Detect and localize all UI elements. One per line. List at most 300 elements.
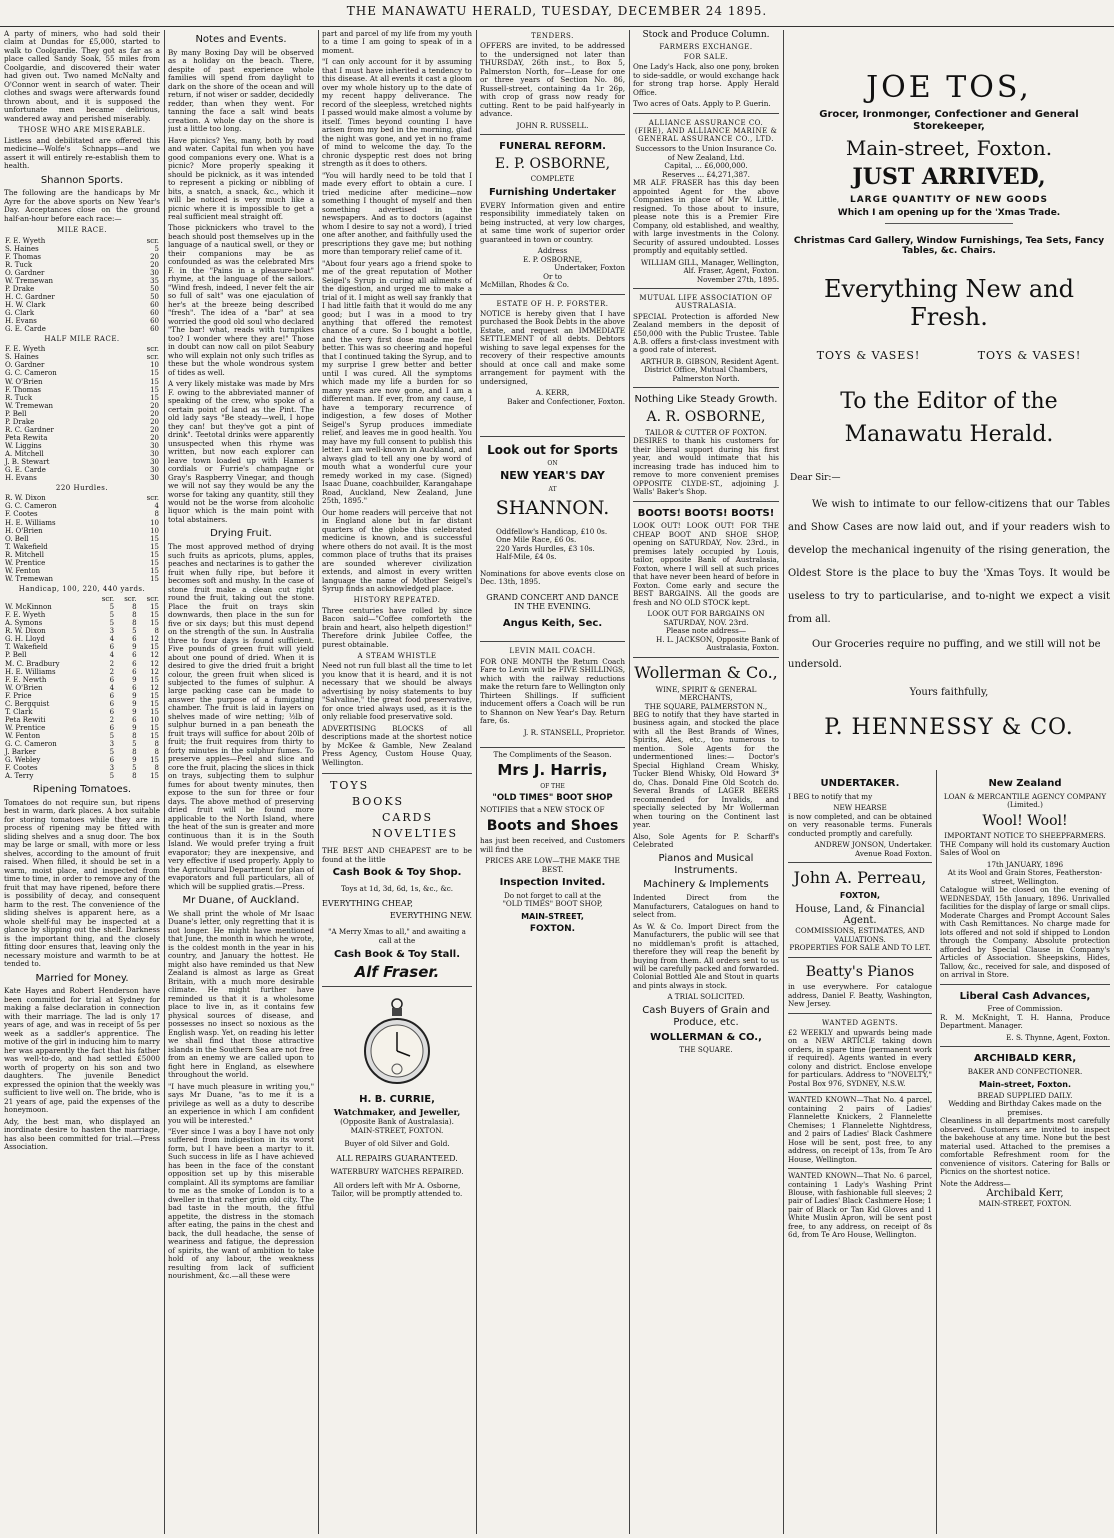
table-cell: 2 bbox=[109, 659, 115, 668]
table-cell: 15 bbox=[150, 772, 159, 781]
table-cell: 5 bbox=[132, 627, 137, 636]
ad-text: BREAD SUPPLIED DAILY. bbox=[977, 1090, 1073, 1100]
pocket-watch-icon bbox=[362, 996, 432, 1088]
table-cell: 10 bbox=[150, 518, 159, 527]
table-cell: 8 bbox=[132, 731, 137, 740]
table-row bbox=[4, 684, 160, 692]
table-row bbox=[4, 551, 160, 559]
column-rule bbox=[164, 30, 165, 1534]
table-cell: 8 bbox=[154, 739, 159, 748]
ad-text: Christmas Card Gallery, Window Furnishings, Tea Sets, Fancy Tables, &c. Chairs. bbox=[793, 235, 1105, 257]
heading-steady-growth: Nothing Like Steady Growth. bbox=[634, 394, 778, 406]
table-cell: 12 bbox=[150, 683, 159, 692]
table-cell: scr. bbox=[146, 494, 159, 503]
table-row bbox=[4, 627, 160, 635]
table-cell: R. Mitchell bbox=[5, 550, 44, 559]
ad-shop-name: Cash Book & Toy Shop. bbox=[332, 867, 462, 879]
table-cell: 5 bbox=[109, 603, 115, 612]
table-cell: 20 bbox=[150, 409, 159, 418]
article-paragraph: ADVERTISING BLOCKS of all descriptions made at the shortest notice by McKee & Gamble, New Zealand Press Agency, Custom House Quay, Wellington. bbox=[322, 723, 472, 767]
table-row bbox=[4, 692, 160, 700]
table-cell: 15 bbox=[150, 675, 159, 684]
table-header-cell: scr. bbox=[146, 595, 159, 604]
table-cell: 8 bbox=[132, 619, 137, 628]
table-cell: W. Liggins bbox=[5, 441, 42, 450]
table-cell: 20 bbox=[150, 260, 159, 269]
ad-text: Main-street, Foxton. bbox=[979, 1079, 1071, 1089]
table-row bbox=[4, 293, 160, 301]
table-cell: 6 bbox=[109, 756, 115, 765]
ad-text: E. P. OSBORNE, bbox=[522, 254, 583, 264]
table-cell: 60 bbox=[150, 300, 159, 309]
table-row bbox=[4, 708, 160, 716]
table-cell: 20 bbox=[150, 401, 159, 410]
table-cell: 15 bbox=[150, 369, 159, 378]
heading: WANTED AGENTS. bbox=[822, 1018, 898, 1027]
ad-text: MAIN-STREET, FOXTON. bbox=[350, 1125, 444, 1135]
table-row bbox=[4, 700, 160, 708]
subheading: HALF MILE RACE. bbox=[44, 335, 120, 344]
article-paragraph: Ady, the best man, who displayed an inordinate desire to hasten the marriage, has also been committed for trial.—Press Association. bbox=[4, 1116, 160, 1152]
ad-text: THE SQUARE, PALMERSTON N., bbox=[644, 701, 768, 711]
ad-text: WANTED KNOWN—That No. 6 parcel, containing 1 Lady's Washing Print Blouse, with fashionable full sleeves; 2 pair of Ladies' Black Cashmere Hose; 1 pair of Black or Tan Kid Gloves and 1 White Muslin Apron, will be sent post free, to any address, on receipt of 8s 6d, from Te Aro House, Wellington. bbox=[788, 1171, 932, 1240]
table-cell: P. Drake bbox=[5, 417, 35, 426]
column-rule bbox=[936, 770, 937, 1534]
table-cell: W. O'Brien bbox=[5, 377, 43, 386]
table-cell: F. E. Wyeth bbox=[5, 611, 46, 620]
table-cell: 6 bbox=[109, 699, 115, 708]
ad-text: NOTIFIES that a NEW STOCK OF bbox=[480, 805, 605, 815]
ad-text: ALL REPAIRS GUARANTEED. bbox=[336, 1153, 458, 1163]
column-rule bbox=[318, 30, 319, 1534]
ad-text: Cash Buyers of Grain and Produce, etc. bbox=[642, 1004, 770, 1028]
table-cell: H. C. Gardner bbox=[5, 292, 55, 301]
ad-text: in use everywhere. For catalogue address, Daniel F. Beatty, Washington, New Jersey. bbox=[788, 982, 932, 1009]
heading-drying-fruit: Drying Fruit. bbox=[210, 528, 272, 540]
ad-text: Wool! Wool! bbox=[982, 812, 1068, 829]
ad-text: Everything New and Fresh. bbox=[823, 274, 1075, 332]
table-cell: G. E. Carde bbox=[5, 466, 46, 475]
table-cell: 30 bbox=[150, 466, 159, 475]
table-row bbox=[4, 325, 160, 333]
table-cell: 5 bbox=[109, 748, 115, 757]
heading-look-out-sports: Look out for Sports bbox=[487, 443, 618, 458]
table-cell: 15 bbox=[150, 574, 159, 583]
heading: HISTORY REPEATED. bbox=[353, 596, 441, 605]
table-cell: W. McKinnon bbox=[5, 603, 52, 612]
ad-name: Wollerman & Co., bbox=[634, 662, 778, 682]
heading: ESTATE OF H. P. FORSTER. bbox=[496, 299, 609, 308]
table-cell: 20 bbox=[150, 417, 159, 426]
ad-text: "A Merry Xmas to all," and awaiting a call at the bbox=[328, 927, 466, 945]
table-cell: G. E. Carde bbox=[5, 325, 46, 334]
signature: JOHN R. RUSSELL. bbox=[516, 120, 589, 130]
table-cell: 15 bbox=[150, 534, 159, 543]
ad-toy-shop bbox=[322, 773, 472, 981]
article-paragraph: Have picnics? Yes, many, both by road and water. Capital fun when you have good companions every one. What is a picnic? More properly speaking it should be picknick, as it was intended to represent a picking or nibbling of bits, a snatch, a snack, &c., which it will be noticed is very much like a picnic where it is impossible to get a real sufficient meal straight off. bbox=[168, 135, 314, 221]
event-list bbox=[496, 528, 625, 562]
heading: TENDERS. bbox=[531, 32, 574, 40]
table-cell: 15 bbox=[150, 756, 159, 765]
ad-text: Angus Keith, Sec. bbox=[502, 617, 603, 629]
table-cell: 2 bbox=[109, 715, 115, 724]
list-item: 220 Yards Hurdles, £3 10s. bbox=[496, 543, 595, 553]
table-row bbox=[4, 277, 160, 285]
table-cell: 4 bbox=[109, 651, 115, 660]
table-row bbox=[4, 724, 160, 732]
ad-text: MAIN-STREET, bbox=[521, 911, 584, 921]
ad-text: is now completed, and can be obtained on very reasonable terms. Funerals conducted promptly and carefully. bbox=[788, 811, 932, 838]
table-cell: 35 bbox=[150, 276, 159, 285]
ad-text: AT bbox=[548, 486, 557, 494]
ad-line: BOOKS bbox=[352, 795, 405, 809]
column-3 bbox=[322, 30, 472, 1534]
table-cell: 60 bbox=[150, 325, 159, 334]
table-cell: F. Cootes bbox=[5, 510, 38, 519]
table-cell: 9 bbox=[132, 699, 137, 708]
table-cell: H. O'Brien bbox=[5, 526, 43, 535]
table-cell: R. C. Gardner bbox=[5, 425, 54, 434]
table-cell: 5 bbox=[109, 611, 115, 620]
ad-text: Archibald Kerr, bbox=[986, 1188, 1064, 1200]
table-cell: H. Evans bbox=[5, 316, 37, 325]
table-row bbox=[4, 668, 160, 676]
table-header-cell: scr. bbox=[124, 595, 137, 604]
ad-text: Note the Address— bbox=[940, 1178, 1011, 1188]
table-row bbox=[4, 245, 160, 253]
ad-letter-body: Our Groceries require no puffing, and we still will not be undersold. bbox=[788, 639, 1101, 671]
article-paragraph: part and parcel of my life from my youth to a time I am going to speak of in a moment. bbox=[322, 30, 472, 55]
table-cell: R. Tuck bbox=[5, 260, 33, 269]
table-cell: 5 bbox=[109, 731, 115, 740]
ad-text: Main-street, Foxton. bbox=[845, 135, 1053, 160]
article-paragraph: The most approved method of drying such fruits as apricots, plums, apples, peaches and nectarines is to gather the fruit when fully ripe, but before it becomes soft and mushy. In the case of stone fruit make a clean cut right round the fruit, taking out the stone. Place the fruit on trays skin downwards, then place in the sun for five or six days; but this must depend on the strength of the sun. In Australia three to four days is found sufficient. Five pounds of green fruit will yield about one pound of dried. When it is desired to give the dried fruit a bright colour, the green fruit when sliced is subjected to the fumes of sulphur. A large packing case can be made to answer the purpose of a fumigating chamber. The fruit is laid in layers on shelves made of wire netting; ½lb of sulphur burned in a pan beneath the fruit trays will suffice for about 20lb of fruit; the fruit requires from thirty to forty minutes in the sulphur fumes. To preserve apples—Peel and slice and core the fruit, placing the slices in thick on trays, subjecting them to sulphur fumes for about twenty minutes, then expose to the sun for three or four days. The above method of preserving dried fruit will be found more applicable to the North Island, where the heat of the sun is greater and more continuous than it is in the South Island. We would prefer trying a fruit evaporator; they are inexpensive, and very effective if used properly. Apply to the Agricultural Department for plan of evaporators and full particulars, all of which will be supplied gratis.—Press. bbox=[168, 542, 314, 891]
ad-text: NEW HEARSE bbox=[833, 803, 887, 813]
subheading: MILE RACE. bbox=[57, 226, 107, 235]
table-cell: O. Gardner bbox=[5, 268, 45, 277]
table-cell: 10 bbox=[150, 715, 159, 724]
ad-text: (Opposite Bank of Australasia). bbox=[340, 1117, 454, 1127]
signature: A. KERR, bbox=[535, 388, 570, 398]
heading: A STEAM WHISTLE bbox=[357, 652, 437, 661]
ad-text: "OLD TIMES" BOOT SHOP, bbox=[502, 899, 603, 909]
ad-text: Pianos and Musical Instruments. bbox=[658, 852, 754, 876]
table-row bbox=[4, 716, 160, 724]
table-row bbox=[4, 643, 160, 651]
table-cell: 50 bbox=[150, 292, 159, 301]
ad-text: All orders left with Mr A. Osborne, Tailor, will be promptly attended to. bbox=[331, 1180, 463, 1199]
article-paragraph: A very likely mistake was made by Mrs F. owing to the abbreviated manner of speaking of the crew, who spoke of a certain point of land as the Pint. The old lady says "Be steady—well, I hope they can! but they've got a pint of drink". Teetotal drinks were apparently unsuspected when this rhyme was written, but now each explorer can leave town loaded up with Hamer's cordials or Furrie's champagne or Gray's Raspberry Vinegar, and though we will not say they would be any the worse for taking any quantity, still they would not be the worse from alcoholic liquor which is the main point with total abstainers. bbox=[168, 379, 314, 524]
article-paragraph: Three centuries have rolled by since Bacon said—"Coffee comforteth the brain and heart, also helpeth digestion!" Therefore drink Jubilee Coffee, the purest obtainable. bbox=[322, 605, 472, 649]
table-cell: 12 bbox=[150, 651, 159, 660]
table-cell: W. Fenton bbox=[5, 566, 41, 575]
signature: H. L. JACKSON, Opposite Bank of Australasia, Foxton. bbox=[656, 634, 779, 653]
ad-name: H. B. CURRIE, bbox=[359, 1093, 435, 1105]
table-cell: G. C. Cameron bbox=[5, 369, 57, 378]
column-1 bbox=[4, 30, 160, 1534]
heading-new-zealand: New Zealand bbox=[988, 778, 1062, 789]
ad-text: WANTED KNOWN—That No. 4 parcel, containing 2 pairs of Ladies' Flannelette Knickers, 2 Flannelette Chemises; 1 Flannelette Nightdress, and 2 pairs of Ladies' Black Cashmere Hose will be sent, post free, to any address, on receipt of 13s, from Te Aro House, Wellington. bbox=[788, 1095, 932, 1164]
ad-text: District Office, Mutual Chambers, Palmerston North. bbox=[644, 365, 768, 383]
article-paragraph: "You will hardly need to be told that I made every effort to obtain a cure. I tried medicine after medicine—now something I thought of myself and then something advertised in the newspapers. And as to doctors (against whom I desire to say not a word), I tried one after another, and faithfully used the prescriptions they gave me; but nothing more than temporary relief came of it. bbox=[322, 170, 472, 257]
table-cell: F. E. Newth bbox=[5, 675, 47, 684]
heading: FOR SALE. bbox=[683, 52, 729, 61]
table-cell: A. Terry bbox=[5, 772, 34, 781]
table-cell: 6 bbox=[132, 635, 137, 644]
table-cell: 8 bbox=[132, 772, 137, 781]
table-row bbox=[4, 635, 160, 643]
table-row bbox=[4, 764, 160, 772]
ad-text: TOYS & VASES! bbox=[977, 348, 1082, 362]
table-cell: 15 bbox=[150, 619, 159, 628]
ad-watchmaker bbox=[322, 986, 472, 1199]
ad-text: SHANNON. bbox=[495, 497, 610, 520]
ad-text: DESIRES to thank his customers for their liberal support during his first year, and would intimate that his increasing trade has induced him to remove to more convenient premises OPPOSITE CLYDE-ST., adjoining J. Walls' Baker's Shop. bbox=[633, 436, 779, 497]
subheading: 220 Hurdles. bbox=[55, 484, 109, 493]
column-7 bbox=[940, 775, 1110, 1534]
table-cell: 6 bbox=[132, 659, 137, 668]
heading-stock-produce: Stock and Produce Column. bbox=[642, 30, 770, 40]
table-cell: 15 bbox=[150, 707, 159, 716]
ad-text: LOOK OUT FOR BARGAINS ON SATURDAY, NOV. 23rd. bbox=[647, 609, 765, 627]
ad-text: Reserves ... £4,271,387. bbox=[662, 169, 750, 179]
ad-text: Yours faithfully, bbox=[909, 687, 989, 699]
handicap-table-half bbox=[4, 345, 160, 482]
ad-text: TAILOR & CUTTER OF FOXTON. bbox=[645, 427, 767, 437]
ad-text: OFFERS are invited, to be addressed to the undersigned not later than THURSDAY, 26th inst., to Box 5, Palmerston North, for—Lease for one or three years of Section No. 86, Russell-street, containing 4a 1r 26p, with crop of grass now ready for cutting. Rent to be paid half-yearly in advance. bbox=[480, 41, 625, 119]
article-paragraph: Our home readers will perceive that not in England alone but in far distant quarters of the globe this celebrated medicine is known, and is successful where others do not avail. It is the most common place of truths that its praises are sounded wherever civilization extends, and almost in every written language the name of Mother Seigel's Syrup finds an acknowledged place. bbox=[322, 507, 472, 593]
ad-text: NOTICE is hereby given that I have purchased the Book Debts in the above Estate, and request an IMMEDIATE SETTLEMENT of all debts. Debtors wishing to save legal expenses for the recovery of their respective amounts should at once call and make some arrangement for payment with the undersigned, bbox=[480, 308, 625, 386]
ad-text: Which I am opening up for the 'Xmas Trade. bbox=[837, 208, 1061, 219]
table-row bbox=[4, 474, 160, 482]
table-cell: O. Bell bbox=[5, 534, 29, 543]
ad-text: Capital, ... £6,000,000. bbox=[664, 161, 748, 171]
ad-text: As W. & Co. Import Direct from the Manufacturers, the public will see that no middleman's profit is attached, therefore they will reap the benefit by buying from them. All orders sent to us will be carefully packed and forwarded. Colonial Bottled Ale and Stout in quarts and pints always in stock. bbox=[633, 921, 779, 990]
table-cell: R. W. Dixon bbox=[5, 627, 46, 636]
table-cell: G. Webley bbox=[5, 756, 41, 765]
ad-text: Address bbox=[537, 246, 568, 256]
ad-text: Grocer, Ironmonger, Confectioner and General Storekeeper, bbox=[819, 109, 1079, 133]
ad-line: NOVELTIES bbox=[372, 827, 459, 841]
table-row bbox=[4, 402, 160, 410]
table-row bbox=[4, 575, 160, 583]
ad-text: November 27th, 1895. bbox=[696, 274, 779, 284]
table-row bbox=[4, 237, 160, 245]
ad-text: Catalogue will be closed on the evening of WEDNESDAY, 15th January, 1896. Unrivalled facilities for the display of large or small clips. Moderate Charges and Prompt Account Sales with Cash Remittances. No charge made for lots offered and not sold if shipped to London through the Company. Absolute protection afforded by Special Clause in Company's Articles of Association. Sheepskins, Hides, Tallow, &c., received for sale, and disposed of on arrival in Store. bbox=[940, 885, 1110, 980]
table-cell: 6 bbox=[109, 723, 115, 732]
ad-text: Cleanliness in all departments most carefully observed. Customers are invited to inspect the bakehouse at any time. None but the best material used. Attached to the premises a comfortable Refreshment room for the convenience of visitors. Catering for Balls or Picnics on the shortest notice. bbox=[940, 1116, 1110, 1177]
table-cell: 15 bbox=[150, 699, 159, 708]
heading: THOSE WHO ARE MISERABLE. bbox=[18, 126, 146, 135]
ad-text: Also, Sole Agents for P. Scharff's Celebrated bbox=[633, 831, 779, 850]
article-paragraph: Those picknickers who travel to the beach should post themselves up in the language of a nautical swell, or they or their companions may be as confounded as was the celebrated Mrs F. in the "Pains in a pleasure-boat" rhyme, at the language of the sailors. "Wind fresh, indeed, I never felt the air so full of salt" was one ejaculation of her's at the breeze being described "fresh". The idea of a "bar" at sea worried the good old soul who declared "The bar! what, reads with turnpikes too? I wonder where they are!" Those in doubt can now call on pilot Seabury who will explain not only such trifles as these but the whole wondrous system of tides as well. bbox=[168, 223, 314, 377]
table-cell: Peta Rewita bbox=[5, 433, 48, 442]
table-cell: W. Tremewan bbox=[5, 401, 54, 410]
ad-text: has just been received, and Customers will find the bbox=[480, 836, 625, 854]
ad-text: BEG to notify that they have started in business again, and stocked the place with all the Best Brands of Wines, Spirits, Ales, etc., too numerous to mention. Sole Agents for the undermentioned lines:— Doctor's Special Highland Cream Whisky, Tucker Blend Whisky, Old Howard 3* do, Chas. Donald Fine Old Scotch do. Several Brands of LAGER BEERS recommended for Invalids, and specially selected by Mr Wollerman when touring on the Continent last year. bbox=[633, 709, 779, 830]
table-cell: P. Bell bbox=[5, 409, 27, 418]
ad-text: Nominations for above events close on Dec. 13th, 1895. bbox=[480, 568, 625, 587]
ad-text: One Lady's Hack, also one pony, broken to side-saddle, or would exchange hack for strong trap horse. Apply Herald Office. bbox=[633, 62, 779, 97]
ad-text: Watchmaker, and Jeweller, bbox=[333, 1108, 461, 1119]
ad-text: NEW YEAR'S DAY bbox=[500, 469, 605, 483]
table-cell: W. Tremewan bbox=[5, 574, 54, 583]
table-cell: 4 bbox=[109, 683, 115, 692]
table-row bbox=[4, 458, 160, 466]
table-cell: 30 bbox=[150, 457, 159, 466]
table-cell: 9 bbox=[132, 691, 137, 700]
table-row bbox=[4, 676, 160, 684]
table-cell bbox=[4, 595, 93, 603]
heading-undertaker: UNDERTAKER. bbox=[820, 778, 900, 789]
table-cell: 15 bbox=[150, 393, 159, 402]
table-row bbox=[4, 543, 160, 551]
ad-name: ARCHIBALD KERR, bbox=[973, 1053, 1077, 1065]
table-row bbox=[4, 442, 160, 450]
table-cell: T. Clark bbox=[5, 707, 33, 716]
table-cell: 30 bbox=[150, 474, 159, 483]
ad-line: TOYS bbox=[330, 779, 370, 793]
ad-text: Furnishing Undertaker bbox=[489, 186, 616, 198]
table-cell: 6 bbox=[109, 691, 115, 700]
table-cell: 15 bbox=[150, 566, 159, 575]
table-cell: F. Price bbox=[5, 691, 32, 700]
table-cell: 20 bbox=[150, 433, 159, 442]
table-cell: 15 bbox=[150, 603, 159, 612]
table-row bbox=[4, 527, 160, 535]
table-cell: 3 bbox=[109, 764, 115, 773]
table-row bbox=[4, 378, 160, 386]
ad-line: CARDS bbox=[382, 811, 433, 825]
table-cell: 5 bbox=[132, 764, 137, 773]
article-paragraph: "About four years ago a friend spoke to me of the great reputation of Mother Seigel's Syrup in curing all ailments of the digestion, and urged me to make a trial of it. I might as well say frankly that I had little faith that it would do me any good; but I was in a mood to try anything that offered the remotest chance of a cure. So I bought a bottle, and the very first dose made me feel better. This was so cheering and hopeful that I continued taking the Syrup, and to my surprise I grew better and better until I was cured. All the symptoms which made my life a burden for so many years are now gone, and I am a different man. If ever, from any cause, I have a temporary recurrence of indigestion, a few doses of Mother Seigel's Syrup produces immediate relief, and leaves me in good health. You may have my full consent to publish this letter. I am well-known in Auckland, and always glad to tell any one by word of mouth what a wonderful cure your remedy worked in my case. (Signed) Isaac Duane, coachbuilder, Karangahape Road, Auckland, New Zealand, June 25th, 1895." bbox=[322, 258, 472, 506]
ad-text: EVERY Information given and entire responsibility immediately taken on being instructed, at very low charges, at same time work of superior order guaranteed in town or country. bbox=[480, 200, 625, 244]
ad-joe-tos bbox=[788, 40, 1110, 760]
ad-text: At its Wool and Grain Stores, Featherston-street, Wellington. bbox=[947, 868, 1103, 886]
ad-text: LOAN & MERCANTILE AGENCY COMPANY (Limited.) bbox=[943, 791, 1107, 810]
table-row bbox=[4, 353, 160, 361]
ad-text: THE SQUARE. bbox=[679, 1045, 733, 1055]
table-row bbox=[4, 434, 160, 442]
ad-text: £2 WEEKLY and upwards being made on a NEW ARTICLE taking down orders, in spare time (permanent work if required). Agents wanted in every colony and district. Enclose envelope for particulars. Address to "NOVELTY," Postal Box 976, SYDNEY, N.S.W. bbox=[788, 1027, 932, 1088]
subheading: Handicap, 100, 220, 440 yards. bbox=[18, 584, 146, 593]
table-cell: 15 bbox=[150, 377, 159, 386]
table-cell: F. Thomas bbox=[5, 385, 42, 394]
table-cell: scr. bbox=[146, 345, 159, 354]
handicap-table-mile bbox=[4, 237, 160, 334]
article-miners: A party of miners, who had sold their claim at Dundas for £5,000, started to walk to Coolgardie. They got as far as a place called Sandy Soak, 55 miles from Coolgardie, and discovered their water had given out. Two named McNalty and O'Connor went in search of water. Their clothes and swags were afterwards found thrown about, and it is supposed the unfortunate men became delirious, wandered away and perished miserably. bbox=[4, 30, 160, 123]
table-cell: F. Thomas bbox=[5, 252, 42, 261]
ad-text: Dear Sir:— bbox=[790, 472, 841, 483]
ad-text: JUST ARRIVED, bbox=[852, 163, 1046, 190]
table-row bbox=[4, 394, 160, 402]
signature: WILLIAM GILL, Manager, Wellington, bbox=[640, 257, 779, 267]
table-row bbox=[4, 410, 160, 418]
ad-text: ON bbox=[547, 460, 558, 468]
table-cell: W. Prentice bbox=[5, 723, 46, 732]
ad-text: THE Company will hold its customary Auction Sales of Wool on bbox=[940, 839, 1110, 858]
article-paragraph: By many Boxing Day will be observed as a holiday on the beach. There, despite of past experience whole families will spend from daylight to dark on the shore of the ocean and will return, if not wiser or sadder, decidedly redder, than when they went. For tanning the face a salt wind beats creation. A whole day on the shore is just a little too long. bbox=[168, 47, 314, 134]
ad-text: Machinery & Implements bbox=[643, 879, 769, 891]
ad-text: GRAND CONCERT AND DANCE IN THE EVENING. bbox=[486, 592, 619, 612]
ad-text: WOLLERMAN & CO., bbox=[650, 1031, 762, 1043]
table-row bbox=[4, 519, 160, 527]
ad-toys-row bbox=[788, 350, 1110, 363]
table-cell: 9 bbox=[132, 643, 137, 652]
heading-ripening-tomatoes: Ripening Tomatoes. bbox=[32, 784, 132, 796]
table-row bbox=[4, 559, 160, 567]
table-cell: 6 bbox=[109, 643, 115, 652]
handicap-table-yards bbox=[4, 595, 160, 780]
table-row bbox=[4, 253, 160, 261]
table-cell: 12 bbox=[150, 659, 159, 668]
table-row bbox=[4, 660, 160, 668]
table-row bbox=[4, 502, 160, 510]
table-cell: 30 bbox=[150, 268, 159, 277]
table-row bbox=[4, 603, 160, 611]
ad-text: MR ALF. FRASER has this day been appointed Agent for the above Companies in place of Mr W. Little, resigned. To those about to insure, please note this is a Premier Fire Company, old established, and wealthy, with large investments in the Colony. Security of assured undoubted. Losses promptly and equitably settled. bbox=[633, 178, 779, 256]
ad-text: FOXTON. bbox=[529, 924, 576, 935]
table-cell: 8 bbox=[132, 603, 137, 612]
ad-text: COMPLETE bbox=[530, 174, 575, 184]
table-cell: G. H. Lloyd bbox=[5, 635, 45, 644]
ad-text: The Compliments of the Season. bbox=[493, 749, 612, 759]
article-paragraph: Kate Hayes and Robert Henderson have been committed for trial at Sydney for making a false declaration in connection with their marriage. The lad is only 17 years of age, and was in receipt of 5s per week as a saddler's apprentice. The motive of the girl in inducing him to marry her was apparently the fact that his father was well-to-do, and had settled £5000 worth of property on his son and two daughters. The juvenile Benedict expressed the opinion that the weekly was sufficient to live well on. The bride, who is 21 years of age, paid the expenses of the honeymoon. bbox=[4, 986, 160, 1115]
ad-text: IMPORTANT NOTICE TO SHEEPFARMERS. bbox=[944, 831, 1106, 841]
ad-text: I BEG to notify that my bbox=[788, 791, 873, 801]
table-cell: 3 bbox=[109, 739, 115, 748]
table-row bbox=[4, 269, 160, 277]
table-row bbox=[4, 301, 160, 309]
table-cell: 8 bbox=[154, 627, 159, 636]
table-cell: W. Fenton bbox=[5, 731, 41, 740]
table-cell: H. W. Clark bbox=[5, 300, 46, 309]
ad-name: John A. Perreau, bbox=[793, 868, 927, 888]
ad-text: House, Land, & Financial Agent. bbox=[795, 903, 925, 927]
table-cell: Peta Rewiti bbox=[5, 715, 46, 724]
table-cell: 6 bbox=[132, 715, 137, 724]
table-cell: 8 bbox=[132, 611, 137, 620]
ad-text: Buyer of old Silver and Gold. bbox=[344, 1139, 450, 1149]
signature: ANDREW JONSON, Undertaker. Avenue Road Foxton. bbox=[814, 840, 932, 858]
table-cell: G. C. Cameron bbox=[5, 502, 57, 511]
table-cell: C. Bergquist bbox=[5, 699, 50, 708]
table-cell: 15 bbox=[150, 731, 159, 740]
table-row bbox=[4, 535, 160, 543]
ad-text: A TRIAL SOLICITED. bbox=[667, 992, 745, 1002]
ad-text: Do not forget to call at the bbox=[504, 890, 601, 900]
table-cell: 6 bbox=[132, 667, 137, 676]
ad-text: SPECIAL Protection is afforded New Zealand members in the deposit of £50,000 with the Public Trustee. Table A.B. offers a first-class investment with a good rate of interest. bbox=[633, 311, 779, 355]
table-cell: R. W. Dixon bbox=[5, 494, 46, 503]
ad-text: LARGE QUANTITY OF NEW GOODS bbox=[849, 194, 1049, 205]
heading-funeral-reform: FUNERAL REFORM. bbox=[499, 141, 606, 153]
table-cell: 5 bbox=[109, 619, 115, 628]
article-paragraph: We shall print the whole of Mr Isaac Duane's letter, only regretting that it is not longer. He might have mentioned that June, the month in which he wrote, is the coldest month in the year in his country, and January the hottest. He might also have reminded us that New Zealand is almost as large as Great Britain, with a much more desirable climate. He might further have reminded us that it is a wholesome place to live in, as it contains few physical sources of disease, and possesses no insect so noxious as the English wasp. Yet, on reading his letter we shall find that those attractive islands in the Southern Sea are not free from an enemy we are called upon to fight here in England, as elsewhere throughout the world. bbox=[168, 908, 314, 1080]
table-cell: M. C. Bradbury bbox=[5, 659, 60, 668]
table-cell: S. Haines bbox=[5, 353, 39, 362]
ad-text: BAKER AND CONFECTIONER. bbox=[967, 1067, 1083, 1077]
column-6 bbox=[788, 775, 932, 1534]
ad-signature: P. HENNESSY & CO. bbox=[824, 714, 1074, 740]
table-cell: 10 bbox=[150, 526, 159, 535]
ad-name: A. R. OSBORNE, bbox=[646, 409, 766, 426]
table-cell: 2 bbox=[109, 667, 115, 676]
ad-text: Please note address— bbox=[665, 626, 747, 636]
table-row bbox=[4, 426, 160, 434]
table-cell: 5 bbox=[154, 244, 159, 253]
heading: LEVIN MAIL COACH. bbox=[509, 647, 596, 656]
